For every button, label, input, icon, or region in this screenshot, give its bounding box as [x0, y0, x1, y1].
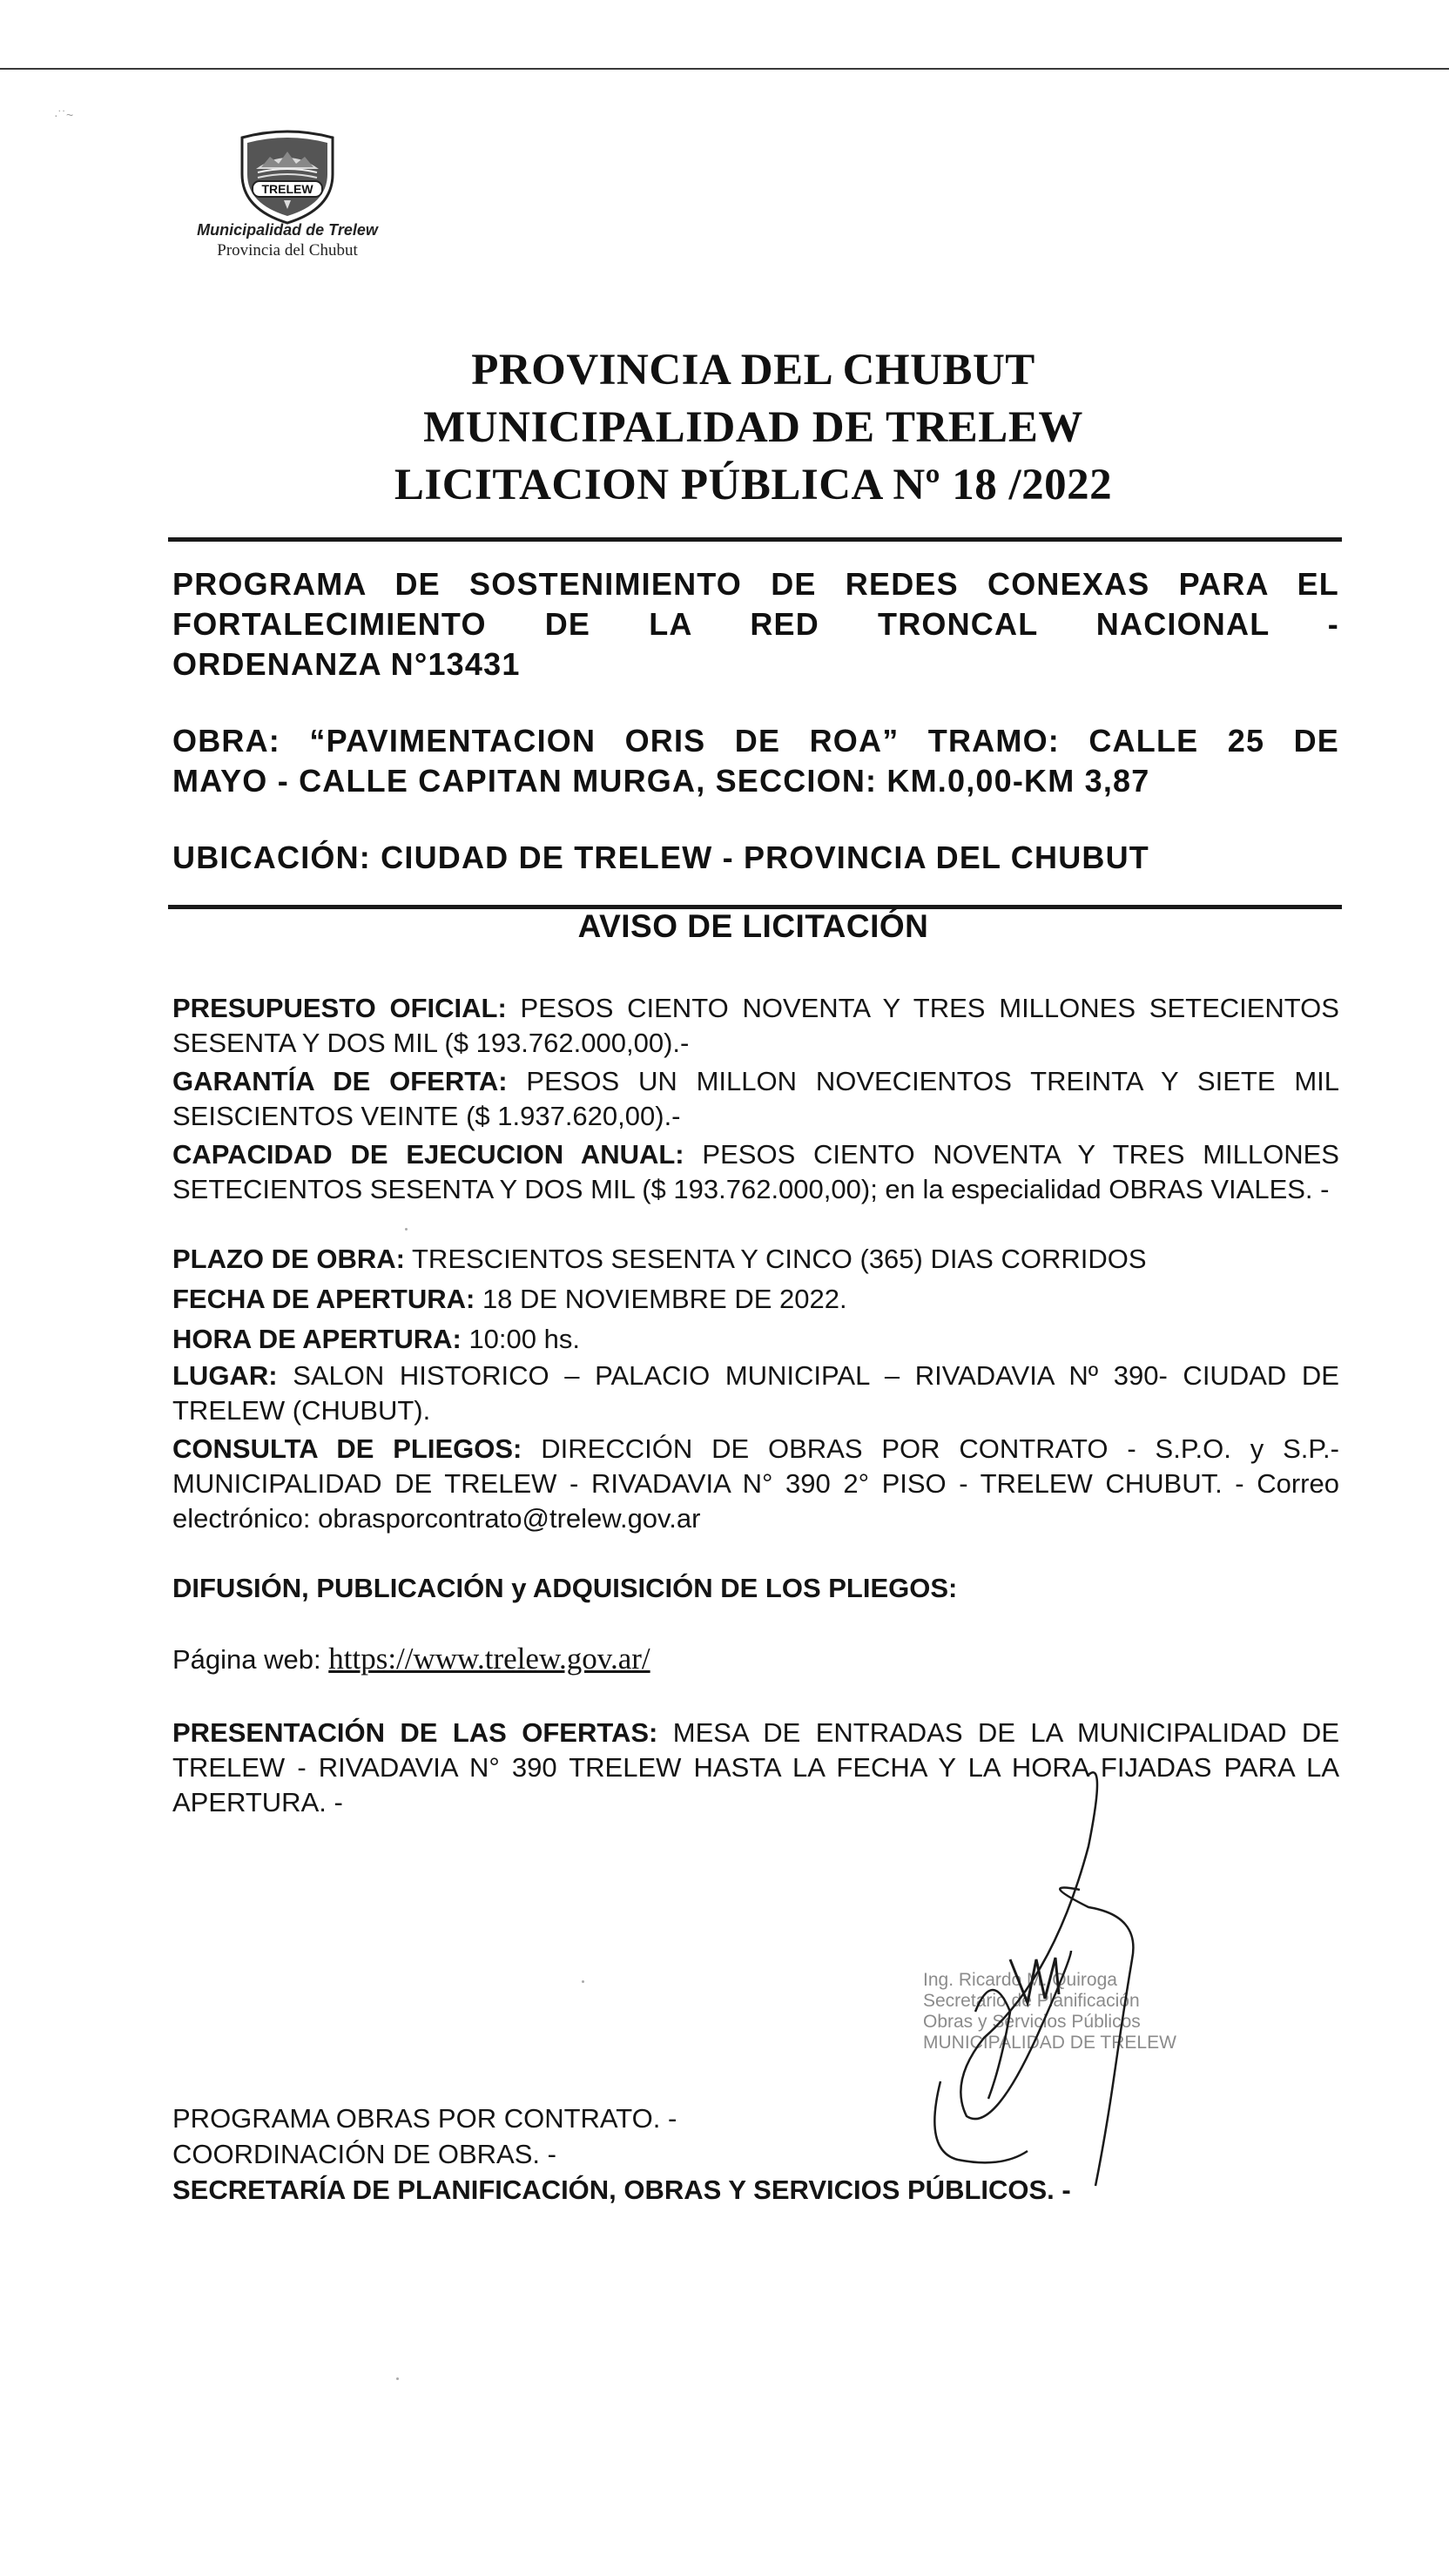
document-titles [0, 341, 1449, 514]
obra-line-1: OBRA: “PAVIMENTACION ORIS DE ROA” TRAMO: CALLE 25 DE [172, 723, 1339, 759]
rule-top [168, 537, 1342, 542]
programa-block [172, 564, 1339, 684]
footer-line-2: COORDINACIÓN DE OBRAS. - [172, 2139, 556, 2169]
footer-line-3: SECRETARÍA DE PLANIFICACIÓN, OBRAS Y SERVICIOS PÚBLICOS. - [172, 2175, 1071, 2205]
difusion-title: DIFUSIÓN, PUBLICACIÓN y ADQUISICIÓN DE LOS PLIEGOS: [172, 1573, 958, 1603]
stamp-line-1: Ing. Ricardo M. Quiroga [923, 1970, 1117, 1990]
consulta-label: CONSULTA DE PLIEGOS: [172, 1433, 522, 1464]
lugar-value: SALON HISTORICO – PALACIO MUNICIPAL – RIVADAVIA Nº 390- CIUDAD DE TRELEW (CHUBUT). [172, 1360, 1339, 1426]
field-consulta [172, 1432, 1339, 1536]
obra-line-2: MAYO - CALLE CAPITAN MURGA, SECCION: KM.0,00-KM 3,87 [172, 763, 1150, 799]
aviso-title: AVISO DE LICITACIÓN [577, 908, 929, 944]
scan-dot [582, 1980, 584, 1983]
title-licitacion: LICITACION PÚBLICA Nº 18 /2022 [394, 461, 1113, 509]
garantia-value: PESOS UN MILLON NOVECIENTOS TREINTA Y SIETE MIL SEISCIENTOS VEINTE ($ 1.937.620,00).- [172, 1066, 1339, 1131]
lugar-label: LUGAR: [172, 1360, 278, 1391]
province-name: Provincia del Chubut [217, 241, 358, 260]
programa-line-1: PROGRAMA DE SOSTENIMIENTO DE REDES CONEXAS PARA EL [172, 566, 1339, 602]
capacidad-label: CAPACIDAD DE EJECUCION ANUAL: [172, 1139, 684, 1170]
presupuesto-label: PRESUPUESTO OFICIAL: [172, 993, 507, 1023]
svg-text:TRELEW: TRELEW [261, 182, 313, 196]
garantia-label: GARANTÍA DE OFERTA: [172, 1066, 508, 1096]
fecha-label: FECHA DE APERTURA: [172, 1284, 475, 1314]
obra-block [172, 721, 1339, 801]
field-presupuesto [172, 991, 1339, 1061]
scan-speck: ·˙˙~ [54, 108, 74, 122]
field-capacidad [172, 1137, 1339, 1207]
field-hora [172, 1322, 1339, 1357]
stamp-line-4: MUNICIPALIDAD DE TRELEW [923, 2033, 1176, 2053]
plazo-label: PLAZO DE OBRA: [172, 1244, 405, 1274]
fecha-value: 18 DE NOVIEMBRE DE 2022. [482, 1284, 847, 1314]
municipality-name: Municipalidad de Trelew [197, 221, 378, 239]
logo-caption [165, 219, 409, 261]
programa-line-3: ORDENANZA N°13431 [172, 646, 521, 682]
presentacion-value: MESA DE ENTRADAS DE LA MUNICIPALIDAD DE TRELEW - RIVADAVIA N° 390 TRELEW HASTA LA FECHA Y LA HORA FIJADAS PARA LA APERTURA. - [172, 1717, 1339, 1817]
field-lugar [172, 1359, 1339, 1428]
programa-line-2: FORTALECIMIENTO DE LA RED TRONCAL NACIONAL - [172, 606, 1339, 642]
web-label: Página web: [172, 1644, 321, 1675]
top-border-line [0, 68, 1449, 70]
field-plazo [172, 1242, 1339, 1277]
hora-label: HORA DE APERTURA: [172, 1324, 462, 1354]
field-garantia [172, 1064, 1339, 1134]
stamp-line-2: Secretario de Planificación [923, 1991, 1140, 2011]
scan-dot [396, 2377, 399, 2380]
web-line [172, 1642, 650, 1676]
ubicacion-line: UBICACIÓN: CIUDAD DE TRELEW - PROVINCIA DEL CHUBUT [172, 840, 1149, 875]
web-url-link[interactable]: https://www.trelew.gov.ar/ [328, 1642, 650, 1676]
presentacion-label: PRESENTACIÓN DE LAS OFERTAS: [172, 1717, 658, 1748]
consulta-value: DIRECCIÓN DE OBRAS POR CONTRATO - S.P.O. y S.P.- MUNICIPALIDAD DE TRELEW - RIVADAVIA N° 390 2° PISO - TRELEW CHUBUT. - Correo electrónico: obrasporcontrato@trelew.gov.ar [172, 1433, 1339, 1534]
trelew-crest-logo [235, 129, 340, 226]
footer-line-1: PROGRAMA OBRAS POR CONTRATO. - [172, 2103, 677, 2134]
title-municipality: MUNICIPALIDAD DE TRELEW [423, 403, 1083, 452]
presupuesto-value: PESOS CIENTO NOVENTA Y TRES MILLONES SETECIENTOS SESENTA Y DOS MIL ($ 193.762.000,00).- [172, 993, 1339, 1058]
hora-value: 10:00 hs. [468, 1324, 580, 1354]
stamp-line-3: Obras y Servicios Públicos [923, 2012, 1141, 2032]
scan-dot [405, 1228, 408, 1231]
title-province: PROVINCIA DEL CHUBUT [471, 346, 1035, 394]
field-fecha [172, 1282, 1339, 1317]
footer [172, 2101, 1304, 2208]
plazo-value: TRESCIENTOS SESENTA Y CINCO (365) DIAS CORRIDOS [412, 1244, 1147, 1274]
capacidad-value: PESOS CIENTO NOVENTA Y TRES MILLONES SETECIENTOS SESENTA Y DOS MIL ($ 193.762.000,00); en la especialidad OBRAS VIALES. - [172, 1139, 1339, 1204]
